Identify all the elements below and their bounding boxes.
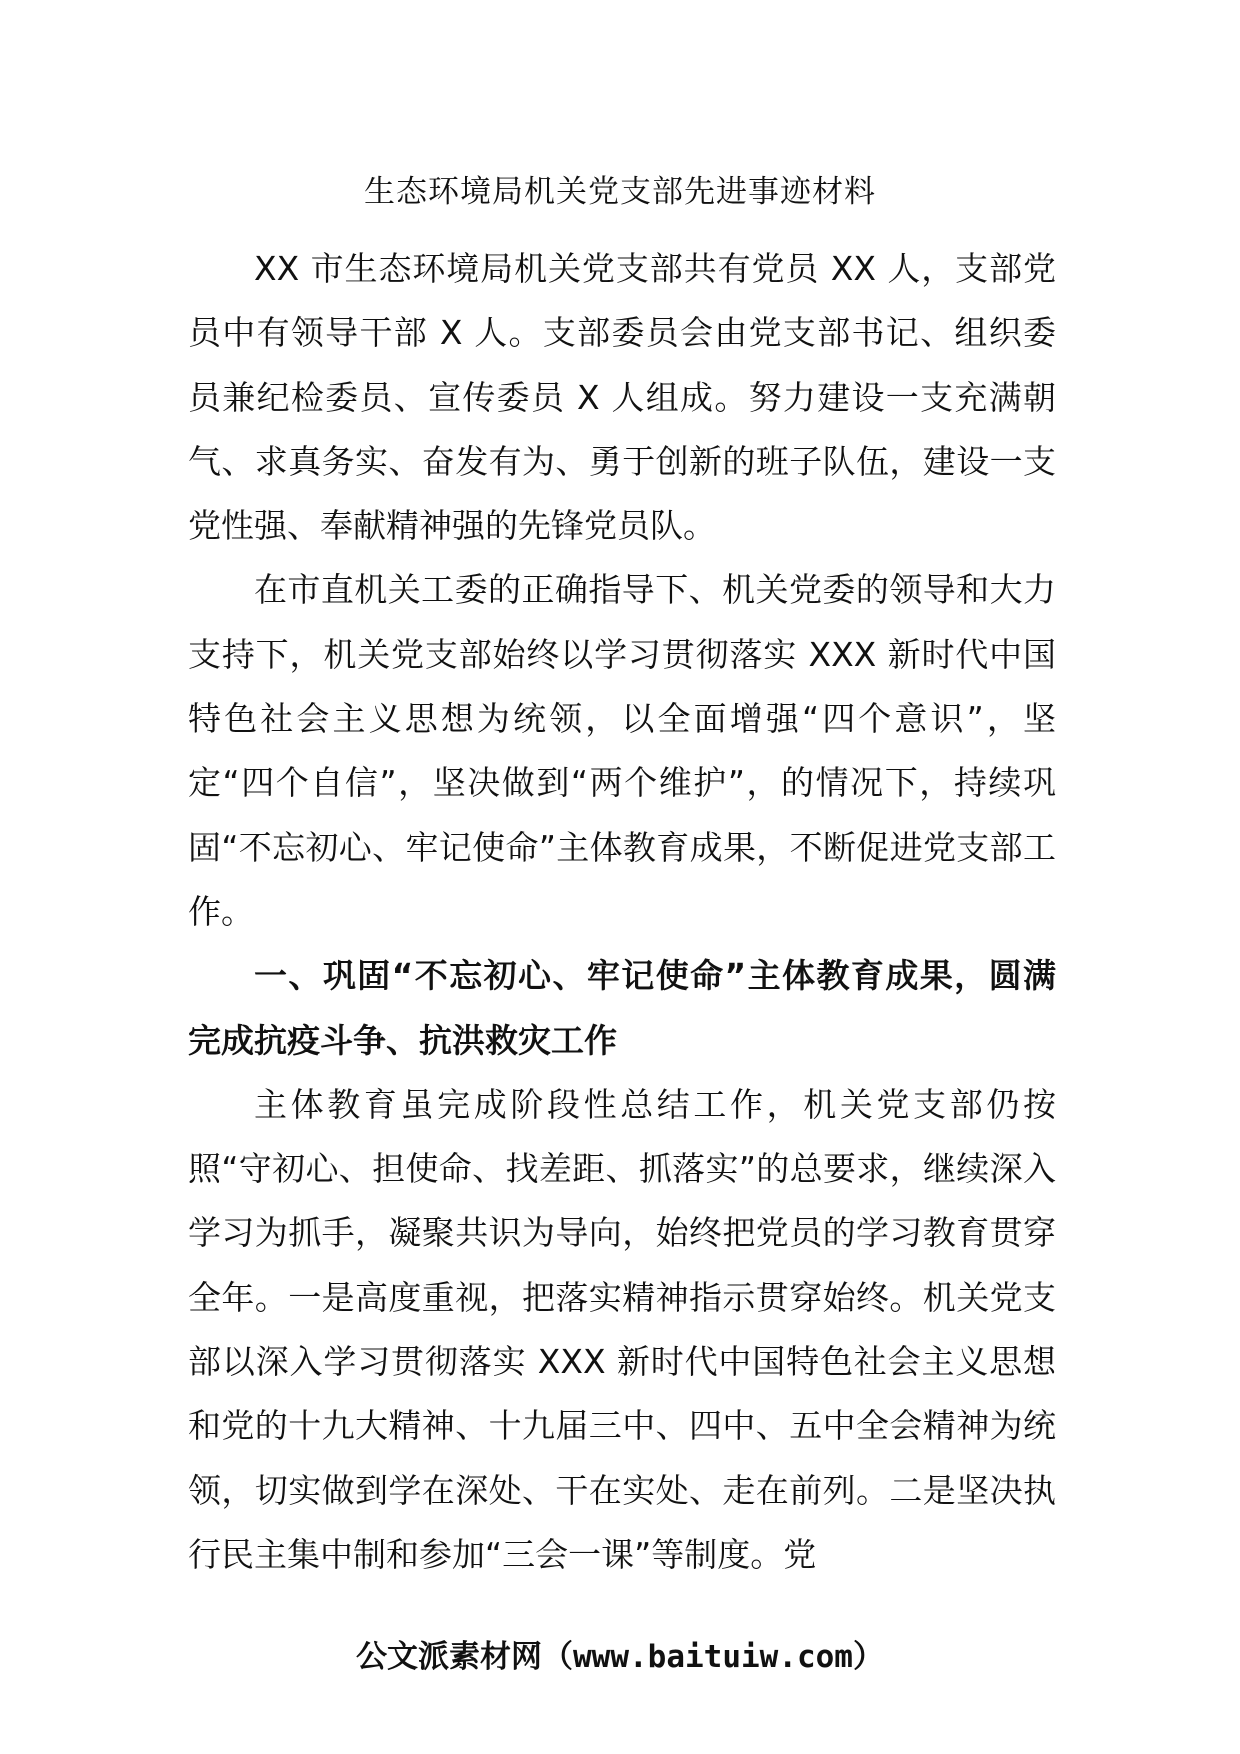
paragraph-intro: XX 市生态环境局机关党支部共有党员 XX 人，支部党员中有领导干部 X 人。支部委员会由党支部书记、组织委员兼纪检委员、宣传委员 X 人组成。努力建设一支充满朝气、求真务实、奋发有为、勇于创新的班子队伍，建设一支党性强、奉献精神强的先锋党员队。 — [188, 249, 1056, 546]
paragraph-education: 主体教育虽完成阶段性总结工作，机关党支部仍按照“守初心、担使命、找差距、抓落实”的总要求，继续深入学习为抓手，凝聚共识为导向，始终把党员的学习教育贯穿全年。一是高度重视，把落实精神指示贯穿始终。机关党支部以深入学习贯彻落实 XXX 新时代中国特色社会主义思想和党的十九大精神、十九届三中、四中、五中全会精神为统领，切实做到学在深处、干在实处、走在前列。二是坚决执行民主集中制和参加“三会一课”等制度。党 — [188, 1084, 1056, 1574]
paragraph-guidance: 在市直机关工委的正确指导下、机关党委的领导和大力支持下，机关党支部始终以学习贯彻落实 XXX 新时代中国特色社会主义思想为统领，以全面增强“四个意识”，坚定“四个自信”，坚决做到“两个维护”，的情况下，持续巩固“不忘初心、牢记使命”主体教育成果，不断促进党支部工作。 — [188, 570, 1056, 931]
footer-site-name: 公文派素材网 — [356, 1639, 543, 1675]
section-heading-1: 一、巩固“不忘初心、牢记使命”主体教育成果，圆满完成抗疫斗争、抗洪救灾工作 — [188, 956, 1056, 1060]
footer-open-paren: （ — [542, 1639, 574, 1675]
document-body — [188, 237, 1056, 1587]
footer-close-paren: ） — [852, 1639, 884, 1675]
document-title: 生态环境局机关党支部先进事迹材料 — [364, 174, 876, 210]
footer-watermark — [0, 1635, 1240, 1679]
footer-url: www.baituiw.com — [573, 1639, 853, 1675]
